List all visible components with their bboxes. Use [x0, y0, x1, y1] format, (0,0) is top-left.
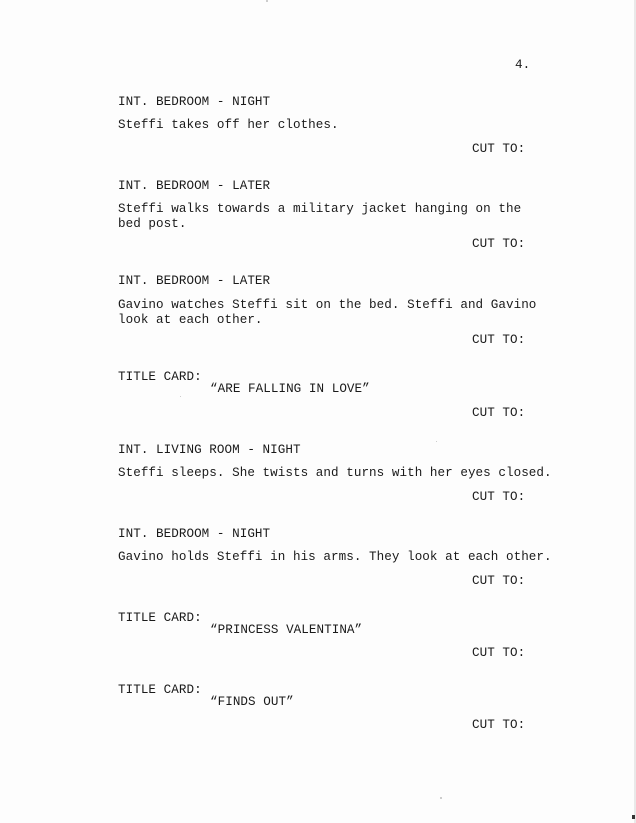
transition: CUT TO:	[472, 718, 526, 732]
scan-speck	[440, 797, 442, 799]
scene-heading: INT. BEDROOM - LATER	[118, 179, 271, 193]
scan-speck	[436, 441, 437, 442]
title-card-text: “ARE FALLING IN LOVE”	[210, 382, 370, 396]
transition: CUT TO:	[472, 406, 526, 420]
action-line: Gavino holds Steffi in his arms. They look at each other.	[118, 550, 552, 564]
title-card-label: TITLE CARD:	[118, 611, 202, 625]
scan-speck	[266, 0, 268, 2]
page-number: 4.	[515, 58, 531, 72]
scene-heading: INT. BEDROOM - NIGHT	[118, 527, 271, 541]
transition: CUT TO:	[472, 333, 526, 347]
transition: CUT TO:	[472, 142, 526, 156]
transition: CUT TO:	[472, 237, 526, 251]
title-card-label: TITLE CARD:	[118, 683, 202, 697]
scene-heading: INT. LIVING ROOM - NIGHT	[118, 443, 301, 457]
action-line: Steffi sleeps. She twists and turns with her eyes closed.	[118, 466, 552, 480]
title-card-text: “PRINCESS VALENTINA”	[210, 623, 363, 637]
scan-speck	[180, 396, 181, 397]
action-line: Gavino watches Steffi sit on the bed. Steffi and Gavino look at each other.	[118, 298, 537, 327]
title-card-text: “FINDS OUT”	[210, 695, 294, 709]
action-line: Steffi walks towards a military jacket hanging on the bed post.	[118, 202, 522, 231]
scene-heading: INT. BEDROOM - LATER	[118, 274, 271, 288]
scene-heading: INT. BEDROOM - NIGHT	[118, 95, 271, 109]
action-line: Steffi takes off her clothes.	[118, 118, 339, 132]
transition: CUT TO:	[472, 490, 526, 504]
scan-mark	[632, 815, 635, 819]
title-card-label: TITLE CARD:	[118, 370, 202, 384]
transition: CUT TO:	[472, 646, 526, 660]
transition: CUT TO:	[472, 574, 526, 588]
